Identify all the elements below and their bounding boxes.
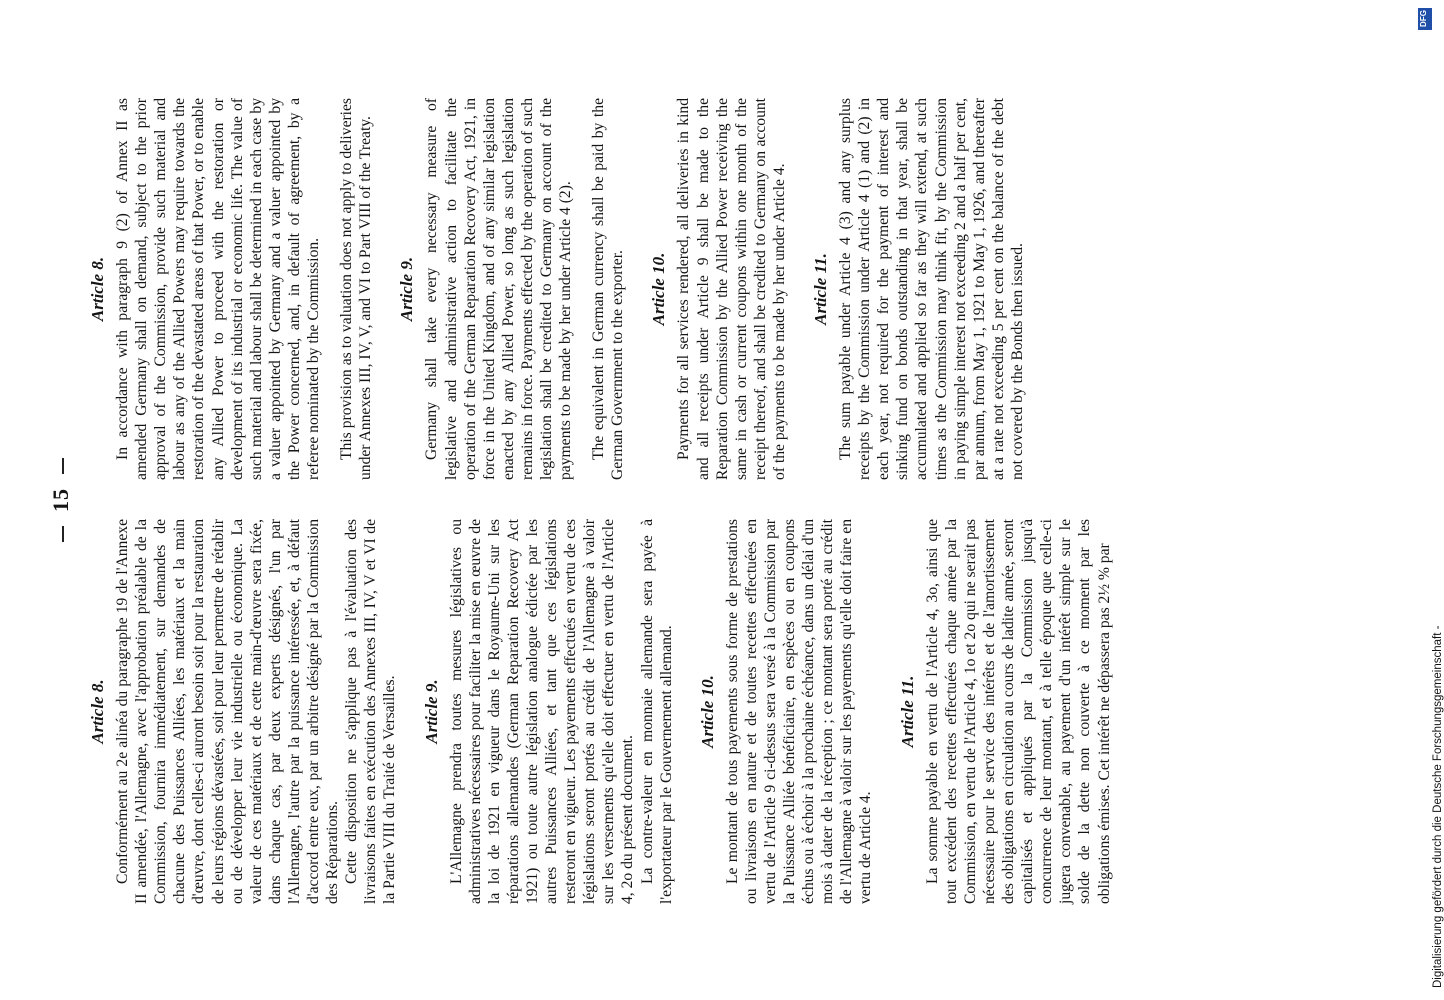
en-article-11-title: Article 11. [811,253,830,325]
page-number [48,0,74,1000]
english-column [88,98,1049,480]
en-article-10 [649,98,789,480]
spacer [323,98,337,480]
fr-article-9-paragraph-1: L'Allemagne prendra toutes mesures législatives ou administratives nécessaires pour faciliter la mise en œuvre de la loi de 1921 en vigueur dans le Royaume-Uni sur les réparations allemandes (German Reparation Recovery Act 1921) ou toute autre législation analogue édictée par les autres Puissances Alliées, et tant que ces législations resteront en vigueur. Les payements effectués en vertu de ces législations seront portés au crédit de l'Allemagne à valoir sur les versements qu'elle doit effectuer en vertu de l'Article 4, 2o du présent document. [447,519,637,904]
digitization-credit: Digitalisierung gefördert durch die Deutsche Forschungsgemeinschaft - [1432,625,1444,988]
fr-article-11-paragraph-1: La somme payable en vertu de l'Article 4, 3o, ainsi que tout excédent des recettes effectuées chaque année par la Commission, en vertu de l'Article 4, 1o et 2o qui ne serait pas nécessaire pour le service des intérêts et de l'amortissement des obligations en circulation au cours de ladite année, seront capitalisés et appliqués par la Commission jusqu'à concurrence de leur montant, et à telle époque que celle-ci jugera convenable, au payement d'un intérêt simple sur le solde de la dette non couverte à ce moment par les obligations émises. Cet intérêt ne dépassera pas 2½ % par [923,519,1113,904]
en-article-8-title: Article 8. [88,256,107,322]
en-article-9-paragraph-1: Germany shall take every necessary measure of legislative and administrative action to facilitate the operation of the German Reparation Recovery Act, 1921, in force in the United Kingdom, and of any similar legislation enacted by any Allied Power, so long as such legislation remains in force. Payments effected by the operation of such legislation shall be credited to Germany on account of the payments to be made by her under Article 4 (2). [423,98,575,480]
dfg-logo-icon [1418,8,1432,30]
page-number-value: 15 [48,488,73,512]
dfg-logo-text: DFG [1418,10,1428,27]
en-article-9-paragraph-2: The equivalent in German currency shall be paid by the German Government to the exporter. [590,98,627,480]
en-article-8-paragraph-1: In accordance with paragraph 9 (2) of Annex II as amended Germany shall on demand, subject to the prior approval of the Commission, provide such material and labour as any of the Allied Powers may require towards the restoration of the devastated areas of that Power, or to enable any Allied Power to proceed with the restoration or development of its industrial or economic life. The value of such material and labour shall be determined in each case by a valuer appointed by Germany and a valuer appointed by the Power concerned, and, in default of agreement, by a referee nominated by the Commission. [114,98,323,480]
fr-article-8-title: Article 8. [88,679,107,744]
fr-article-10-paragraph-1: Le montant de tous payements sous forme de prestations ou livraisons en nature et de toutes recettes effectuées en vertu de l'Article 9 ci-dessus sera versé à la Commission par la Puissance Alliée bénéficiaire, en espèces ou en coupons échus ou à échoir à la prochaine échéance, dans un délai d'un mois à dater de la réception ; ce montant sera porté au crédit de l'Allemagne à valoir sur les payements qu'elle doit faire en vertu de Article 4. [723,519,875,904]
fr-article-8-paragraph-1: Conformément au 2e alinéa du paragraphe 19 de l'Annexe II amendée, l'Allemagne, avec l'approbation préalable de la Commission, fournira immédiatement, sur demandes de chacune des Puissances Alliées, les matériaux et la main d'œuvre, dont celles-ci auront besoin soit pour la restauration de leurs régions dévastées, soit pour leur permettre de rétablir ou de développer leur vie industrielle ou économique. La valeur de ces matériaux et de cette main-d'œuvre sera fixée, dans chaque cas, par deux experts désignés, l'un par l'Allemagne, l'autre par la puissance intéressée, et, à défaut d'accord entre eux, par un arbitre désigné par la Commission des Réparations. [114,519,342,904]
en-article-10-paragraph-1: Payments for all services rendered, all deliveries in kind and all receipts under Article 9 shall be made to the Reparation Commission by the Allied Power receiving the same in cash or current coupons within one month of the receipt thereof, and shall be credited to Germany on account of the payments to be made by her under Article 4. [675,98,788,480]
en-article-11-paragraph-1: The sum payable under Article 4 (3) and any surplus receipts by the Commission under Article 4 (1) and (2) in each year, not required for the payment of interest and sinking fund on bonds outstanding in that year, shall be accumulated and applied so far as they will extend, at such times as the Commission may think fit, by the Commission in paying simple interest not exceeding 2 and a half per cent, par annum, from May 1, 1921 to May 1, 1926, and thereafter at a rate not exceeding 5 per cent on the balance of the debt not covered by the Bonds then issued. [837,98,1026,480]
fr-article-10 [698,519,876,904]
en-article-8 [88,98,375,480]
fr-article-11 [898,519,1114,904]
en-article-10-title: Article 10. [649,252,669,326]
dash-right [62,458,64,474]
fr-article-8 [88,519,400,904]
fr-article-11-title: Article 11. [897,675,917,748]
spacer [575,98,589,480]
fr-article-9 [422,519,676,904]
dash-left [62,526,64,542]
french-column [88,519,1136,904]
en-article-11 [811,98,1027,480]
fr-article-10-title: Article 10. [697,675,717,748]
fr-article-9-paragraph-2: La contre-valeur en monnaie allemande sera payée à l'exportateur par le Gouvernement allemand. [638,519,675,904]
fr-article-8-paragraph-2: Cette disposition ne s'applique pas à l'évaluation des livraisons faites en exécution des Annexes III, IV, V et VI de la Partie VIII du Traité de Versailles. [343,519,399,904]
en-article-9 [397,98,627,480]
en-article-8-paragraph-2: This provision as to valuation does not apply to deliveries under Annexes III, IV, V, and VI to Part VIII of the Treaty. [338,98,375,480]
en-article-9-title: Article 9. [397,256,417,322]
fr-article-9-title: Article 9. [421,679,441,744]
